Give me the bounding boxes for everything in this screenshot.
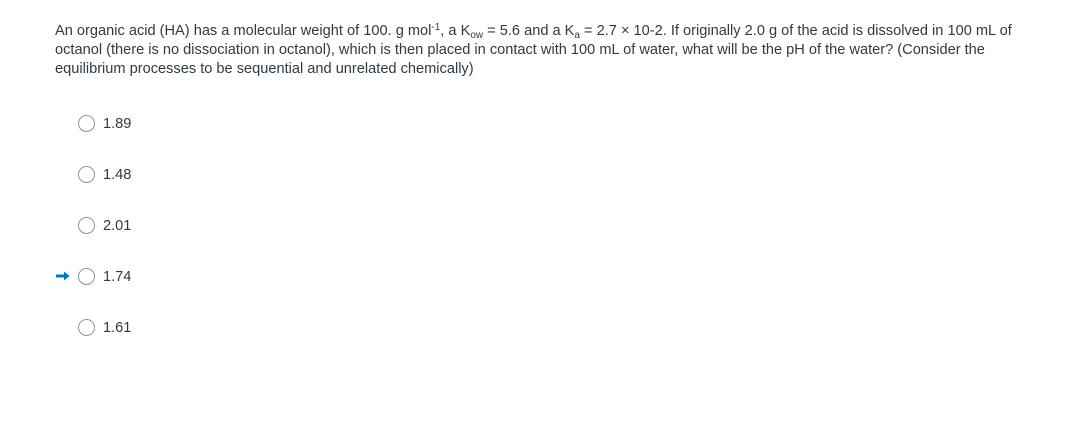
answer-radio[interactable] bbox=[78, 268, 95, 285]
answer-list bbox=[56, 113, 456, 368]
answer-label[interactable]: 2.01 bbox=[103, 218, 132, 234]
question-part-2: , a K bbox=[440, 23, 471, 39]
answer-radio[interactable] bbox=[78, 217, 95, 234]
answer-label[interactable]: 1.48 bbox=[103, 167, 132, 183]
answer-option-4[interactable] bbox=[56, 266, 456, 317]
question-subscript-ow: ow bbox=[470, 30, 484, 41]
question-part-3: = 5.6 and a K bbox=[483, 23, 575, 39]
question-part-4: = 2.7 × 10-2. If originally 2.0 g of the acid is dissolved in 100 mL of octanol (there is no dissociation in octanol), which is then placed in contact with 100 mL of water, what will be the pH of the water? (Consider the equilibrium processes to be sequential and unrelated chemically) bbox=[55, 23, 1012, 77]
answer-radio[interactable] bbox=[78, 166, 95, 183]
question-part-1: An organic acid (HA) has a molecular weight of 100. g mol bbox=[55, 23, 432, 39]
question-subscript-a: a bbox=[574, 30, 580, 41]
right-arrow-icon bbox=[56, 271, 70, 281]
answer-label[interactable]: 1.61 bbox=[103, 320, 132, 336]
question-text bbox=[55, 22, 1055, 79]
answer-radio[interactable] bbox=[78, 319, 95, 336]
answer-option-5[interactable] bbox=[56, 317, 456, 368]
answer-option-1[interactable] bbox=[56, 113, 456, 164]
answer-label[interactable]: 1.89 bbox=[103, 116, 132, 132]
question-superscript: -1 bbox=[431, 22, 441, 33]
answer-label[interactable]: 1.74 bbox=[103, 269, 132, 285]
answer-radio[interactable] bbox=[78, 115, 95, 132]
answer-option-2[interactable] bbox=[56, 164, 456, 215]
answer-option-3[interactable] bbox=[56, 215, 456, 266]
